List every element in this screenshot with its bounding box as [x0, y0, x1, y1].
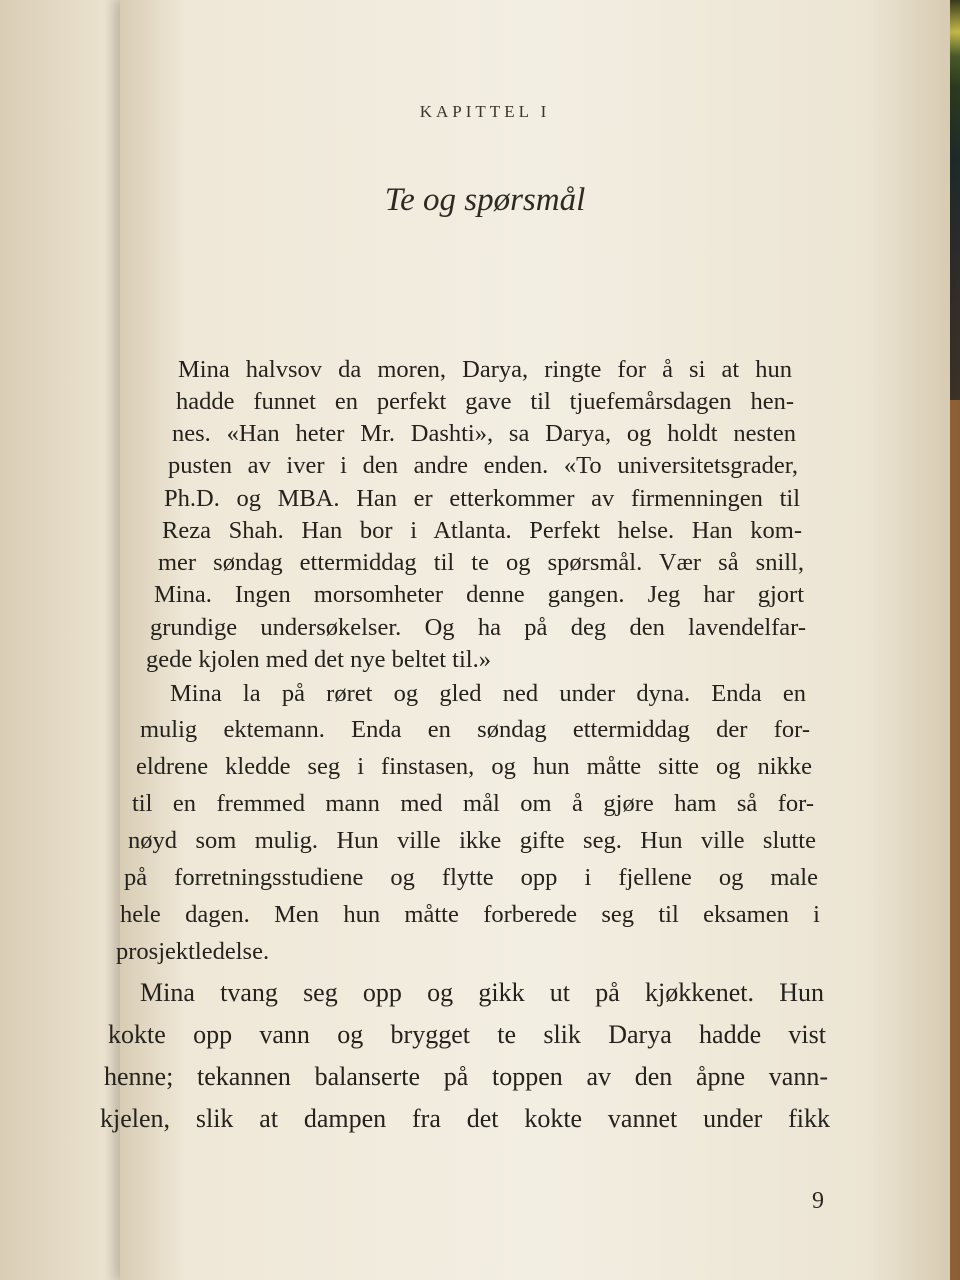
text-line: prosjektledelse.: [116, 938, 270, 965]
chapter-label: KAPITTEL I: [419, 102, 551, 121]
text-line: mulig ektemann. Enda en søndag ettermiddag der for-: [140, 716, 810, 743]
text-line: mer søndag ettermiddag til te og spørsmål. Vær så snill,: [158, 549, 804, 576]
text-line: nes. «Han heter Mr. Dashti», sa Darya, og holdt nesten: [172, 420, 796, 447]
text-line: på forretningsstudiene og flytte opp i fjellene og male: [124, 864, 818, 891]
text-line: eldrene kledde seg i finstasen, og hun måtte sitte og nikke: [136, 753, 812, 780]
text-line: kokte opp vann og brygget te slik Darya hadde vist: [108, 1020, 826, 1049]
text-line: hele dagen. Men hun måtte forberede seg til eksamen i: [120, 901, 820, 928]
text-line: grundige undersøkelser. Og ha på deg den lavendelfar-: [150, 614, 806, 641]
text-line: hadde funnet en perfekt gave til tjuefemårsdagen hen-: [176, 388, 794, 415]
chapter-title: Te og spørsmål: [384, 182, 586, 218]
text-line: Mina halvsov da moren, Darya, ringte for å si at hun: [178, 356, 792, 383]
text-line: Reza Shah. Han bor i Atlanta. Perfekt helse. Han kom-: [162, 517, 802, 544]
text-line: gede kjolen med det nye beltet til.»: [146, 646, 491, 673]
text-line: henne; tekannen balanserte på toppen av den åpne vann-: [104, 1062, 828, 1091]
page-number: 9: [812, 1188, 824, 1214]
text-line: Mina. Ingen morsomheter denne gangen. Jeg har gjort: [154, 581, 804, 608]
text-line: pusten av iver i den andre enden. «To universitetsgrader,: [168, 452, 798, 479]
text-line: Mina la på røret og gled ned under dyna. Enda en: [170, 680, 806, 707]
text-line: nøyd som mulig. Hun ville ikke gifte seg. Hun ville slutte: [128, 827, 816, 854]
text-line: Mina tvang seg opp og gikk ut på kjøkkenet. Hun: [140, 978, 824, 1007]
text-line: kjelen, slik at dampen fra det kokte vannet under fikk: [100, 1104, 830, 1133]
text-line: til en fremmed mann med mål om å gjøre ham så for-: [132, 790, 814, 817]
text-line: Ph.D. og MBA. Han er etterkommer av firmenningen til: [164, 485, 800, 512]
